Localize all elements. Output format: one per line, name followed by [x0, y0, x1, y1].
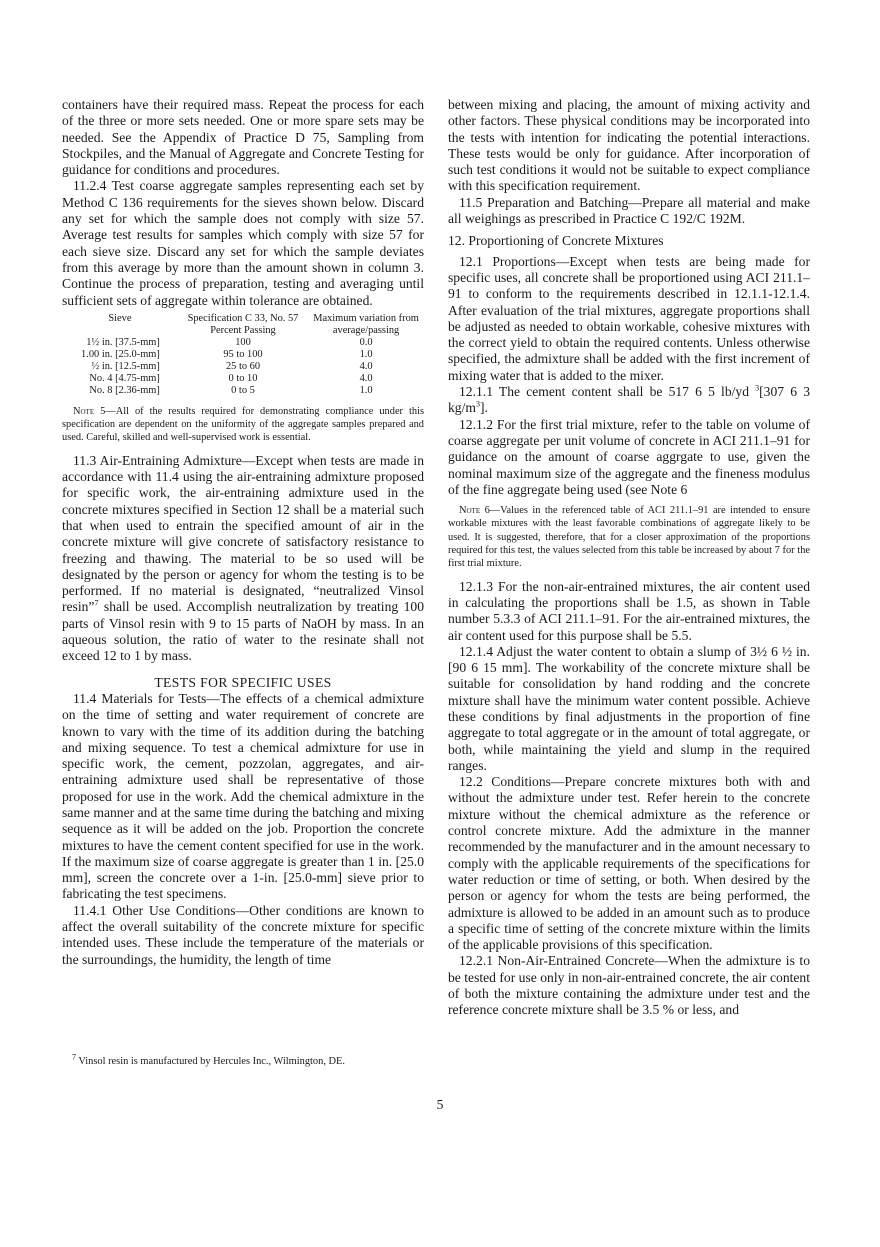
table-cell: 0.0 — [359, 336, 373, 348]
paragraph-11-4: 11.4 Materials for Tests—The effects of a chemical admixture on the time of setting and water requirement of concrete are known to vary with the time of its addition during the batching and mixing sequence. To test a chemical admixture for use in specific work, the cement, pozzolan, aggregates, and air-entraining admixture used shall be representative of those proposed for use in the work. Add the chemical admixture in the same manner and at the same time during the batching and mixing sequence as it will be added on the job. Proportion the concrete mixtures to have the cement content specified for use in the work. If the maximum size of coarse aggregate is greater than 1 in. [25.0 mm], screen the concrete over a 1-in. [25.0-mm] sieve prior to fabricating the test specimens. — [62, 690, 424, 902]
paragraph-12-1-1 — [448, 384, 810, 417]
paragraph-text: shall be used. Accomplish neutralization by treating 100 parts of Vinsol resin with 9 to 15 parts of NaOH by mass. In an aqueous solution, the ratio of water to the resinate shall not exceed 12 to 1 by mass. — [62, 599, 424, 664]
table-header: Specification C 33, No. 57 Percent Passing — [187, 312, 299, 336]
footnote — [62, 1052, 424, 1068]
paragraph-text: [307 6 3 kg/m — [448, 384, 810, 416]
note-6 — [448, 504, 810, 570]
table-header: Maximum variation from average/passing — [313, 312, 419, 336]
table-row — [62, 373, 424, 385]
right-column — [448, 97, 810, 1019]
table-cell: 1.00 in. [25.0-mm] — [81, 348, 160, 360]
table-cell: 95 to 100 — [223, 348, 263, 360]
table-cell: No. 4 [4.75-mm] — [89, 372, 160, 384]
paragraph-11-4-1: 11.4.1 Other Use Conditions—Other conditions are known to affect the overall suitability of the concrete mixture for specific intended uses. These include the temperature of the materials or the surroundings, the humidity, the length of time — [62, 902, 424, 967]
footnote-mark: 7 — [72, 1052, 76, 1062]
table-row — [62, 361, 424, 373]
table-cell: No. 8 [2.36-mm] — [89, 384, 160, 396]
table-cell: 1.0 — [359, 384, 373, 396]
note-text: —All of the results required for demonstrating compliance under this specification are dependent on the uniformity of the aggregate samples prepared and used. Careful, skilled and well-supervised work is essential. — [62, 405, 425, 444]
footnote-text: Vinsol resin is manufactured by Hercules Inc., Wilmington, DE. — [76, 1056, 345, 1067]
superscript: 3 — [755, 383, 760, 393]
table-row — [62, 337, 424, 349]
table-cell: 1.0 — [359, 348, 373, 360]
paragraph-12-2: 12.2 Conditions—Prepare concrete mixtures both with and without the admixture under test. Refer herein to the concrete mixture without the chemical admixture as the reference or control concrete mixture. Add the admixture in the manner recommended by the manufacturer and in the amount necessary to comply with the applicable requirements of the specifications for water reduction or time of setting, or both. When desired by the person or agency for whom the tests are being performed, the admixture is allowed to be added in an amount such as to produce a specific time of setting of the concrete mixture within the limits of the applicable provisions of this specification. — [448, 774, 810, 953]
sieve-table — [62, 313, 424, 397]
paragraph-11-3 — [62, 453, 424, 665]
table-cell: 100 — [235, 336, 251, 348]
note-text: —Values in the referenced table of ACI 211.1–91 are intended to ensure workable mixtures with the least favorable combinations of aggregate likely to be used. It is suggested, therefore, that for a closer approximation of the proportions required for this test, the values selected from this table be increased by about 7 for the first trial mixture. — [448, 505, 811, 570]
table-row — [62, 385, 424, 397]
paragraph-12-1: 12.1 Proportions—Except when tests are being made for specific uses, all concrete shall be proportioned using ACI 211.1–91 to conform to the requirements described in 12.1.1-12.1.4. After evaluation of the trial mixtures, aggregate proportions shall be adjusted as needed to obtain workable, cohesive mixtures with the correct yield to obtain the required contents. Unless otherwise specified, the admixture shall be added with the first increment of mixing water that is added to the mixer. — [448, 253, 810, 383]
paragraph-text: 12.1.1 The cement content shall be 517 6 5 lb/yd — [459, 384, 756, 400]
paragraph-11-2-4: 11.2.4 Test coarse aggregate samples representing each set by Method C 136 requirements for the sieves shown below. Discard any set for which the sample does not comply with size 57. Average test results for samples which comply with size 57 for each sieve size. Discard any set for which the sample deviates from this average by more than the amount shown in column 3. Continue the process of preparation, testing and averaging until sufficient sets of aggregate within tolerance are obtained. — [62, 178, 424, 308]
page-number: 5 — [436, 1097, 444, 1112]
footnote-ref: 7 — [94, 598, 99, 608]
paragraph-12-2-1: 12.2.1 Non-Air-Entrained Concrete—When the admixture is to be tested for use only in non-air-entrained concrete, the air content of both the mixture containing the admixture under test and the reference concrete mixture shall be 3.5 % or less, and — [448, 953, 810, 1018]
section-title: 12. Proportioning of Concrete Mixtures — [448, 233, 664, 249]
paragraph-text: ]. — [479, 400, 488, 416]
paragraph-12-1-3: 12.1.3 For the non-air-entrained mixtures, the air content used in calculating the proportions shall be 1.5, as shown in Table number 5.3.3 of ACI 211.1–91. For the air-entrained mixtures, the air content used for this purpose shall be 5.5. — [448, 578, 810, 643]
table-header: Sieve — [108, 312, 132, 324]
paragraph-text: 11.3 Air-Entraining Admixture—Except when tests are made in accordance with 11.4 using the air-entraining admixture proposed for specific work, the air-entraining admixture used in the concrete mixtures specified in Section 12 shall be a material such that when used to entrain the specified amount of air in the concrete mixture will give concrete of satisfactory resistance to freezing and thawing. The material to be so used will be designated by the person or agency for whom the testing is to be performed. If no material is designated, “neutralized Vinsol resin” — [62, 452, 424, 615]
table-cell: ½ in. [12.5-mm] — [91, 360, 160, 372]
table-cell: 0 to 10 — [228, 372, 258, 384]
table-cell: 0 to 5 — [231, 384, 255, 396]
table-cell: 4.0 — [359, 360, 373, 372]
table-cell: 4.0 — [359, 372, 373, 384]
note-5 — [62, 405, 424, 445]
paragraph-12-1-2: 12.1.2 For the first trial mixture, refer to the table on volume of coarse aggregate per unit volume of concrete in ACI 211.1–91 for guidance on the amount of coarse aggrgate to use, given the nominal maximum size of the aggregate and the fineness modulus of the fine aggregate being used (see Note 6 — [448, 416, 810, 497]
paragraph: containers have their required mass. Repeat the process for each of the three or more sets needed. One or more spare sets may be needed. See the Appendix of Practice D 75, Sampling from Stockpiles, and the Manual of Aggregate and Concrete Testing for guidance for conditions and procedures. — [62, 97, 424, 178]
section-heading: TESTS FOR SPECIFIC USES — [154, 674, 332, 690]
note-label: Note 5 — [73, 405, 106, 417]
table-row — [62, 349, 424, 361]
table-cell: 25 to 60 — [225, 360, 261, 372]
left-column — [62, 97, 424, 968]
paragraph-12-1-4: 12.1.4 Adjust the water content to obtain a slump of 3½ 6 ½ in. [90 6 15 mm]. The workability of the concrete mixture shall be suitable for consolidation by hand rodding and the concrete mixture shall have the minimum water content possible. Achieve these conditions by final adjustments in the proportion of fine aggregate to total aggregate or in the amount of total aggregate, or both, while maintaining the yield and slump in the required ranges. — [448, 643, 810, 773]
note-label: Note 6 — [459, 505, 490, 517]
paragraph-11-5: 11.5 Preparation and Batching—Prepare all material and make all weighings as prescribed in Practice C 192/C 192M. — [448, 194, 810, 227]
paragraph: between mixing and placing, the amount of mixing activity and other factors. These physical conditions may be incorporated into the tests with intention for indicating the potential interactions. These tests would be only for guidance. After incorporation of such test conditions it would not be suitable to expect compliance with this specification requirement. — [448, 97, 810, 194]
superscript: 3 — [475, 399, 480, 409]
table-cell: 1½ in. [37.5-mm] — [86, 336, 160, 348]
